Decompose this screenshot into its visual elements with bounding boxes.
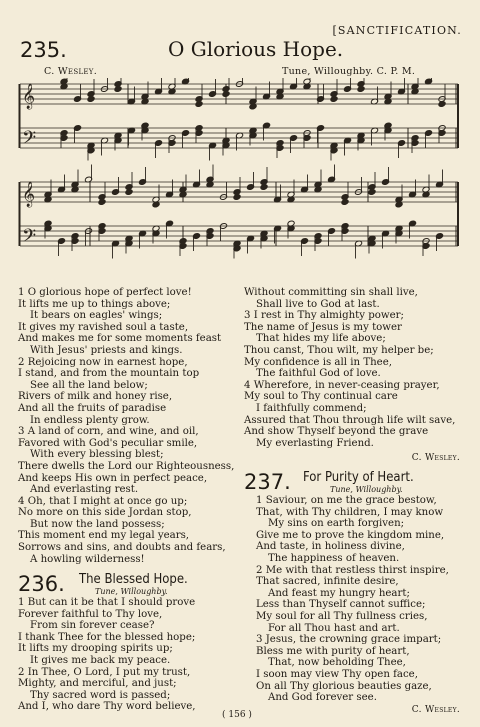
verse-line: With every blessing blest; (30, 449, 164, 461)
verse-line: 4 Oh, that I might at once go up; (18, 495, 188, 507)
hymn-title-237: For Purity of Heart. (303, 470, 414, 485)
verse-line: My sins on earth forgiven; (268, 518, 405, 530)
music-score (18, 78, 460, 274)
verse-line: With Jesus' priests and kings. (30, 344, 183, 356)
verse-line: It gives me back my peace. (30, 654, 171, 666)
verse-line: Bless me with purity of heart, (256, 645, 410, 657)
verse-line: And keeps His own in perfect peace, (18, 472, 208, 484)
verse-line: That hides my life above; (256, 333, 386, 345)
verse-line: This moment end my legal years, (18, 530, 190, 542)
verse-line: 3 I rest in Thy almighty power; (244, 310, 404, 322)
verse-line: My everlasting Friend. (256, 437, 374, 449)
verse-line: No more on this side Jordan stop, (18, 507, 192, 519)
verse-line: The name of Jesus is my tower (244, 321, 402, 333)
verse-line: And I, who dare Thy word believe, (18, 701, 196, 713)
tune-236: Tune, Willoughby. (95, 587, 168, 596)
tune-237: Tune, Willoughby. (330, 485, 403, 494)
hymn-title-235: O Glorious Hope. (168, 37, 344, 61)
verse-line: That sacred, infinite desire, (256, 576, 399, 588)
verse-line: Favored with God's peculiar smile, (18, 437, 198, 449)
verse-line: 2 In Thee, O Lord, I put my trust, (18, 666, 191, 678)
hymn-236-verses (18, 597, 242, 713)
verse-line: Shall live to God at last. (256, 298, 380, 310)
verse-line: On all Thy glorious beauties gaze, (256, 680, 432, 692)
hymn-title-236: The Blessed Hope. (79, 572, 188, 587)
verse-line: And all the fruits of paradise (18, 402, 167, 414)
verse-line: There dwells the Lord our Righteousness, (18, 460, 235, 472)
verse-line: In endless plenty grow. (30, 414, 150, 426)
verse-line: Forever faithful to Thy love, (18, 608, 163, 620)
verse-line: See all the land below; (30, 379, 148, 391)
verse-line: I soon may view Thy open face, (256, 668, 418, 680)
author-credit: C. Wesley. (44, 66, 98, 77)
verse-line: Thy sacred word is passed; (30, 689, 171, 701)
verse-line: From sin forever cease? (30, 620, 155, 632)
verse-line: Without committing sin shall live, (244, 287, 418, 298)
verse-line: And everlasting rest. (30, 484, 139, 496)
verse-line: My soul to Thy continual care (244, 391, 398, 403)
tune-credit: Tune, Willoughby. C. P. M. (282, 66, 416, 77)
verse-line: I faithfully commend; (256, 402, 367, 414)
verse-line: 1 But can it be that I should prove (18, 597, 196, 608)
verse-line: Assured that Thou through life wilt save, (244, 414, 456, 426)
verse-line: Give me to prove the kingdom mine, (256, 529, 445, 541)
attribution-235: C. Wesley. (411, 453, 460, 463)
verse-line: Sorrows and sins, and doubts and fears, (18, 542, 226, 554)
verse-line: 1 Saviour, on me the grace bestow, (256, 495, 437, 506)
attribution-237: C. Wesley. (411, 705, 460, 715)
verse-line: And makes me for some moments feast (18, 333, 222, 345)
verse-line: 3 A land of corn, and wine, and oil, (18, 426, 199, 438)
verse-line: My soul for all Thy fullness cries, (256, 610, 428, 622)
verse-line: And God forever see. (268, 692, 377, 704)
verse-line: That, now beholding Thee, (268, 657, 406, 669)
hymn-235-right-column (244, 287, 470, 449)
verse-line: For all Thou hast and art. (268, 622, 400, 634)
verse-line: It lifts me up to things above; (18, 298, 171, 310)
bass-clef-icon: 𝄢 (22, 226, 37, 251)
verse-line: A howling wilderness! (30, 553, 145, 565)
verse-line: I thank Thee for the blessed hope; (18, 631, 196, 643)
verse-line: It bears on eagles' wings; (30, 310, 163, 322)
verse-line: 2 Me with that restless thirst inspire, (256, 564, 449, 576)
verse-line: Mighty, and merciful, and just; (18, 678, 177, 690)
page-number: ( 156 ) (222, 710, 252, 720)
verse-line: I stand, and from the mountain top (18, 368, 200, 380)
verse-line: My confidence is all in Thee, (244, 356, 392, 368)
verse-line: The happiness of heaven. (268, 552, 400, 564)
verse-line: But now the land possess; (30, 518, 165, 530)
verse-line: Less than Thyself cannot suffice; (256, 599, 426, 611)
verse-line: And feast my hungry heart; (268, 587, 410, 599)
verse-line: Thou canst, Thou wilt, my helper be; (244, 344, 434, 356)
verse-line: 4 Wherefore, in never-ceasing prayer, (244, 379, 440, 391)
verse-line: It lifts my drooping spirits up; (18, 643, 173, 655)
treble-clef-icon: 𝄞 (22, 84, 36, 109)
verse-line: And taste, in holiness divine, (256, 541, 405, 553)
verse-line: It gives my ravished soul a taste, (18, 321, 189, 333)
treble-clef-icon: 𝄞 (22, 182, 36, 207)
verse-line: Rivers of milk and honey rise, (18, 391, 173, 403)
hymn-number-237: 237. (244, 470, 291, 494)
verse-line: 2 Rejoicing now in earnest hope, (18, 356, 188, 368)
hymn-number-235: 235. (20, 38, 67, 62)
verse-line: And show Thyself beyond the grave (244, 426, 429, 438)
verse-line: That, with Thy children, I may know (256, 506, 444, 518)
bass-clef-icon: 𝄢 (22, 128, 37, 153)
verse-line: 1 O glorious hope of perfect love! (18, 287, 192, 298)
verse-line: 3 Jesus, the crowning grace impart; (256, 634, 442, 646)
section-heading: [SANCTIFICATION. (332, 24, 462, 37)
hymn-237-verses (256, 495, 472, 704)
hymn-number-236: 236. (18, 572, 65, 596)
verse-line: The faithful God of love. (256, 368, 381, 380)
hymn-235-left-column (18, 287, 238, 565)
